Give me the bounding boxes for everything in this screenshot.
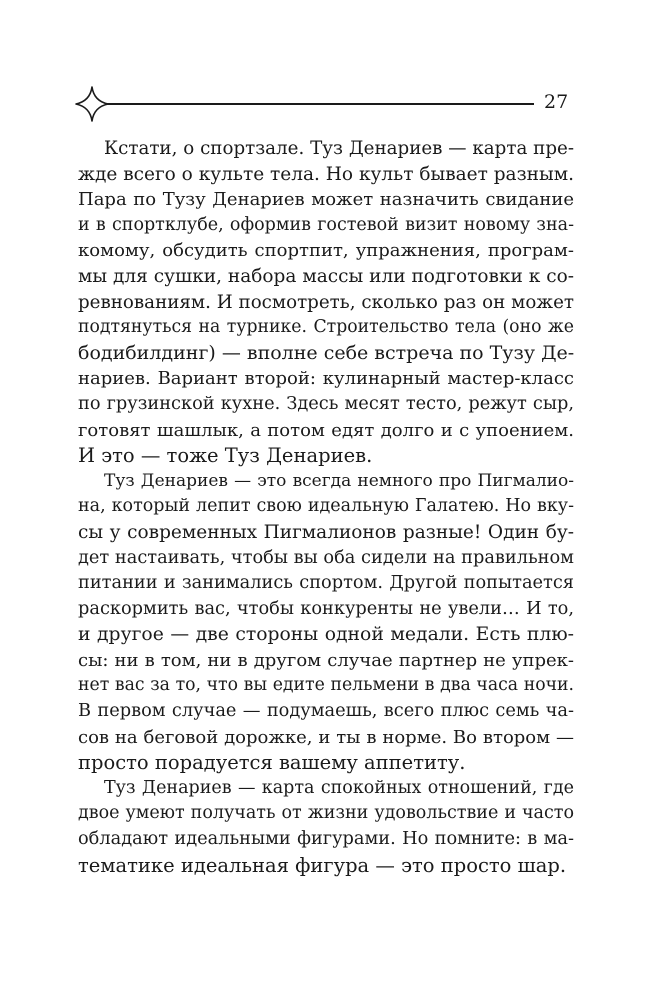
text-line: готовят шашлык, а потом едят долго и с упоением.: [78, 419, 574, 441]
sparkle-star-icon: [76, 87, 108, 121]
text-line: и другое — две стороны одной медали. Есть плю-: [78, 624, 574, 646]
text-line: И это — тоже Туз Денариев.: [78, 444, 373, 468]
text-line: просто порадуется вашему аппетиту.: [78, 751, 466, 775]
text-line: Туз Денариев — это всегда немного про Пигмалио-: [104, 470, 574, 491]
text-line: сы: ни в том, ни в другом случае партнер не упрек-: [78, 649, 574, 671]
body-text: [78, 136, 574, 878]
page-number: 27: [544, 91, 569, 113]
text-line: нариев. Вариант второй: кулинарный мастер-класс: [78, 368, 574, 390]
text-line: раскормить вас, чтобы конкуренты не увели… И то,: [78, 598, 574, 619]
text-line: бодибилдинг) — вполне себе встреча по Тузу Де-: [78, 341, 575, 364]
text-line: сов на беговой дорожке, и ты в норме. Во втором —: [78, 726, 574, 748]
text-line: питании и занимались спортом. Другой попытается: [78, 573, 574, 594]
text-line: тематике идеальная фигура — это просто шар.: [78, 853, 567, 877]
text-line: сы у современных Пигмалионов разные! Один бу-: [78, 521, 574, 543]
text-line: подтянуться на турнике. Строительство тела (оно же: [78, 317, 574, 338]
text-line: дет настаивать, чтобы вы оба сидели на правильном: [78, 547, 574, 568]
text-line: Пара по Тузу Денариев может назначить свидание: [78, 189, 574, 211]
text-line: жде всего о культе тела. Но культ бывает разным.: [78, 163, 574, 185]
text-line: Кстати, о спортзале. Туз Денариев — карта пре-: [104, 138, 574, 159]
text-line: ревнованиям. И посмотреть, сколько раз он может: [78, 291, 574, 313]
text-line: двое умеют получать от жизни удовольствие и часто: [78, 803, 574, 824]
sparkle-divider: [70, 84, 550, 124]
page-header: [70, 84, 590, 124]
text-line: на, который лепит свою идеальную Галатею. Но вку-: [78, 496, 574, 517]
text-line: В первом случае — подумаешь, всего плюс семь ча-: [78, 701, 574, 722]
text-line: мы для сушки, набора массы или подготовки к со-: [78, 265, 574, 287]
text-line: Туз Денариев — карта спокойных отношений, где: [104, 777, 574, 798]
text-line: нет вас за то, что вы едите пельмени в два часа ночи.: [78, 675, 574, 696]
text-line: и в спортклубе, оформив гостевой визит новому зна-: [78, 214, 574, 235]
text-line: комому, обсудить спортпит, упражнения, програм-: [78, 240, 574, 262]
text-line: обладают идеальными фигурами. Но помните: в ма-: [78, 829, 574, 850]
text-line: по грузинской кухне. Здесь месят тесто, режут сыр,: [78, 393, 574, 414]
